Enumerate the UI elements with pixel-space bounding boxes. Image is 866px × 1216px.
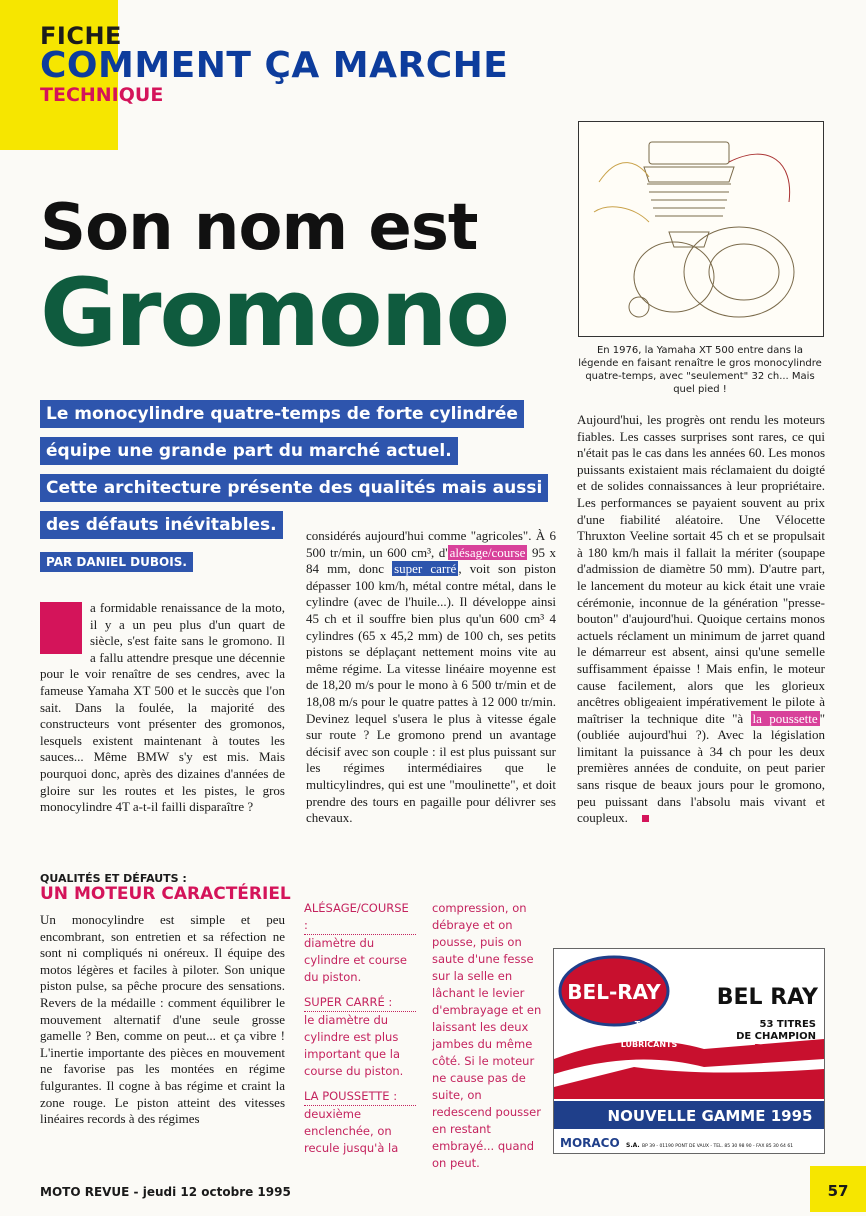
ad-gamme: NOUVELLE GAMME 1995 (607, 1107, 813, 1125)
glossary-def: compression, on débraye et on pousse, puis on saute d'une fesse sur la selle en lâchant le levier d'embrayage et en laissant les deux jambes du même côté. Si le moteur ne cause pas de suite, on redescend pousser en restant embrayé... quand on peut. (432, 901, 542, 1170)
figure-caption: En 1976, la Yamaha XT 500 entre dans la légende en faisant renaître le gros monocylindre quatre-temps, avec "seulement" 32 ch... Mais quel pied ! (578, 345, 822, 395)
footer-publication: MOTO REVUE - jeudi 12 octobre 1995 (40, 1185, 291, 1199)
glossary-def: diamètre du cylindre et course du piston. (304, 936, 407, 984)
glossary-def: deuxième enclenchée, on recule jusqu'à la (304, 1107, 399, 1155)
ad-titles: DU MONDE (754, 1043, 816, 1054)
technique-label: TECHNIQUE (40, 84, 164, 106)
ad-logo: BEL-RAY (567, 980, 661, 1004)
ad-tag: PERFORMANCE (614, 1030, 684, 1039)
column-1-text: a formidable renaissance de la moto, il y a un peu plus d'un quart de siècle, s'est faite sans le gromono. Il a fallu attendre presque une décennie pour le voir renaître de ses cendres, avec la fameuse Yamaha XT 500 et le succès que l'on sait. Dans la foulée, la majorité des constructeurs vont présenter des gromonos, lesquels existent maintenant à toutes les sauces... Même BMW s'y est mis. Mais pourquoi donc, après des dizaines d'années de gloire sur les routes et les pistes, le gros monocylindre 4T a-t-il failli disparaître ? (40, 600, 285, 815)
glossary-def: le diamètre du cylindre est plus important que la course du piston. (304, 1013, 404, 1078)
ad-brand: BEL RAY (716, 985, 818, 1010)
dropcap: L (40, 602, 82, 654)
page-number: 57 (810, 1166, 866, 1212)
article-column-2 (306, 528, 556, 827)
byline: PAR DANIEL DUBOIS. (40, 552, 193, 572)
lead-paragraph (40, 400, 560, 548)
highlight-poussette: la poussette (752, 710, 818, 726)
text-run: , voit son piston dépasser 100 km/h, métal contre métal, dans le cylindre (avec de l'huile...). Il développe ainsi 45 ch et il souffre bien plus qu'un 600 cm³ 4 cylindres (65 x 45,2 mm) de 100 ch, ses petits pistons se déplaçant nettement moins vite au même régime. La vitesse linéaire moyenne est de 18,20 m/s pour le mono à 6 500 tr/min et de 18,08 m/s pour le quatre pattes à 12 000 tr/min. Devinez lequel s'usera le plus à vitesse égale sur route ? Le gromono prend un avantage décisif avec son couple : il est plus puissant sur les régimes intermédiaires que le multicylindres, qui est une "moulinette", et doit prendre des tours en pagaille pour délivrer ses chevaux. (306, 561, 556, 826)
ad-titles: 53 TITRES (759, 1019, 816, 1030)
glossary-term: ALÉSAGE/COURSE : (304, 900, 416, 935)
text-run: 95 x 84 mm, donc (306, 544, 557, 577)
subhead-title: UN MOTEUR CARACTÉRIEL (40, 884, 291, 904)
ad-tag: LUBRICANTS (620, 1040, 678, 1049)
ad-titles: DE CHAMPION (736, 1031, 816, 1042)
column-2-text (306, 528, 556, 827)
ad-address: BP 39 - 01190 PONT DE VAUX - TEL. 85 30 98 90 - FAX 85 30 64 61 (642, 1144, 794, 1149)
text-run: considérés aujourd'hui comme "agricoles". À 6 500 tr/min, un 600 cm³, d' (306, 528, 556, 560)
glossary-term: LA POUSSETTE : (304, 1088, 416, 1106)
headline-line2: Gromono (40, 259, 509, 368)
lead-line: Le monocylindre quatre-temps de forte cylindrée (40, 400, 524, 428)
lead-line: Cette architecture présente des qualités mais aussi (40, 474, 548, 502)
lead-line: équipe une grande part du marché actuel. (40, 437, 458, 465)
section-title: COMMENT ÇA MARCHE (40, 45, 509, 86)
headline (40, 191, 509, 368)
article-column-1b (40, 912, 285, 1128)
belray-advertisement (553, 948, 825, 1154)
ad-moraco: MORACO (560, 1136, 620, 1150)
ad-graphic (554, 949, 824, 1153)
column-3-text (577, 412, 825, 827)
section-header (40, 22, 508, 106)
highlight-super-carre: super carré (394, 561, 457, 577)
article-column-3 (577, 412, 825, 827)
lead-line: des défauts inévitables. (40, 511, 283, 539)
article-column-1 (40, 600, 285, 816)
text-run: " (oubliée aujourd'hui ?). Avec la législation limitant la puissance à 34 ch pour les deux premières années de conduite, on peut parier sans risque de beaux jours pour le gromono, peu puissant dans l'absolu mais vivant et coupleux. (577, 710, 825, 826)
fiche-label: FICHE (40, 22, 122, 50)
glossary-column-1 (304, 900, 416, 1165)
headline-line1: Son nom est (40, 191, 478, 265)
engine-drawing-icon (579, 122, 823, 336)
subhead-kicker: QUALITÉS ET DÉFAUTS : (40, 872, 187, 885)
glossary-term: SUPER CARRÉ : (304, 994, 416, 1012)
end-mark-icon (642, 815, 649, 822)
column-1b-text: Un monocylindre est simple et peu encombrant, son entretien et sa réfection ne sont ni compliqués ni onéreux. Il équipe des motos légères et faciles à piloter. Son unique piston pulse, sa pêche procure des sensations. Revers de la médaille : comment équilibrer le mouvement alternatif d'une seule grosse gamelle ? Ben, comme on peut... et ça vibre ! L'inertie importante des pièces en mouvement ne favorise pas les montées en régime fulgurantes. Il cogne à bas régime et craint la zone rouge. Le piston atteint des vitesses linéaires records à des régimes (40, 912, 285, 1127)
glossary-column-2 (432, 900, 544, 1180)
text-run: Aujourd'hui, les progrès ont rendu les moteurs fiables. Les casses surprises sont rares, ce qui n'était pas le cas dans les années 60. Les monos puissants existaient mais réclamaient du doigté et de solides connaissances à leur propriétaire. Les performances se payaient souvent au prix d'une fiabilité aléatoire. Une Vélocette Thruxton Veeline sortait 45 ch et se propulsait à 180 km/h mais il fallait la mériter (soupape d'admission de diamètre 50 mm). D'autre part, le lancement du moteur au kick était une vraie cérémonie, inconnue de la génération "presse-bouton" d'aujourd'hui. Quoique certains monos actuels réclament un minimum de jarret quand le démarreur est absent, ainsi qu'une semelle suffisamment épaisse ! Mais enfin, le moteur cause facilement, alors que les glorieux ancêtres obligeaient impérativement le pilote à maîtriser la technique dite "à (577, 412, 825, 726)
engine-illustration (578, 121, 824, 337)
highlight-alesage: alésage/course (449, 544, 526, 560)
ad-sa: S.A. (626, 1142, 640, 1149)
ad-tag: TOTAL (634, 1020, 664, 1029)
